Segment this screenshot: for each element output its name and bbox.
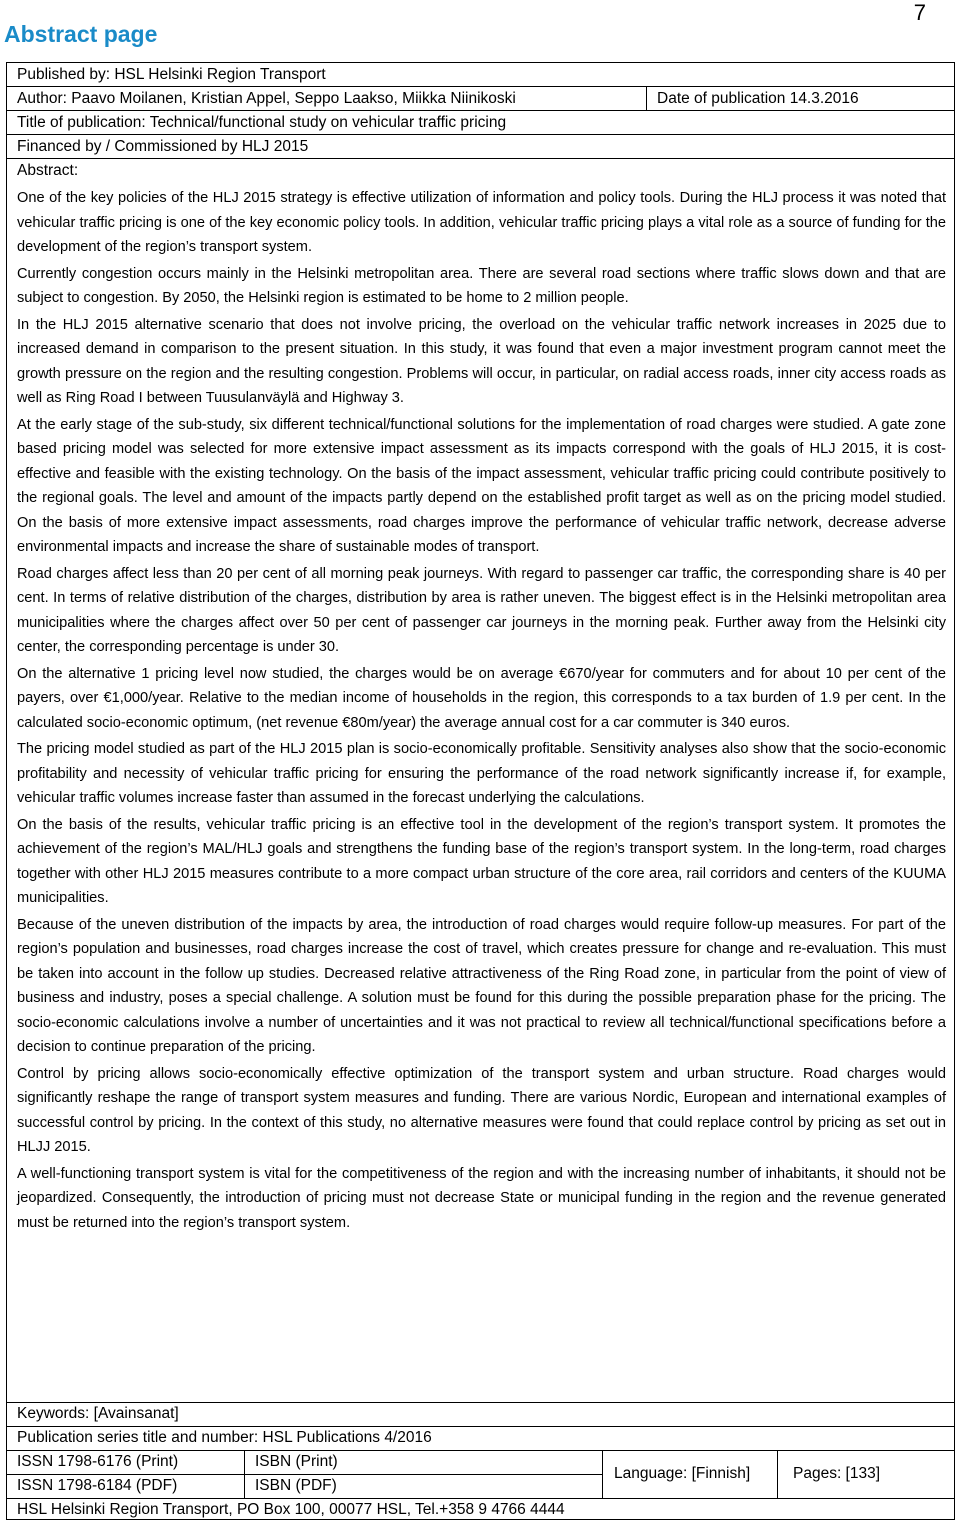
isbn-pdf: ISBN (PDF) <box>255 1477 337 1494</box>
abstract-body <box>17 186 946 1237</box>
abstract-paragraph: Control by pricing allows socio-economically effective optimization of the transport system and urban structure. Road charges would significantly reshape the range of transport system measures and funding. There are various Nordic, European and international examples of successful control by pricing. In the context of this study, no alternative measures were found that could replace control by pricing as set out in HLJJ 2015. <box>17 1065 946 1155</box>
issn-print: ISSN 1798-6176 (Print) <box>17 1453 179 1470</box>
pages: Pages: [133] <box>793 1465 881 1482</box>
divider <box>6 1402 955 1403</box>
isbn-print: ISBN (Print) <box>255 1453 338 1470</box>
divider <box>6 1498 955 1499</box>
divider <box>646 86 647 110</box>
publication-series: Publication series title and number: HSL Publications 4/2016 <box>17 1429 432 1446</box>
page-number: 7 <box>913 0 926 25</box>
divider <box>602 1450 603 1498</box>
published-by: Published by: HSL Helsinki Region Transport <box>17 66 326 83</box>
divider <box>6 158 955 159</box>
contact-line: HSL Helsinki Region Transport, PO Box 100, 00077 HSL, Tel.+358 9 4766 4444 <box>17 1501 565 1518</box>
divider <box>6 1450 955 1451</box>
divider <box>6 134 955 135</box>
abstract-paragraph: Because of the uneven distribution of the impacts by area, the introduction of road charges would require follow-up measures. For part of the region’s population and businesses, road charges increase the cost of travel, which creates pressure for change and re-evaluation. This must be taken into account in the follow up studies. Decreased relative attractiveness of the Ring Road zone, in particular from the point of view of business and industry, poses a special challenge. A solution must be found for this during the possible preparation phase for the pricing. The socio-economic calculations involve a number of uncertainties and it was not practical to review all technical/functional specifications before a decision to continue preparation of the pricing. <box>17 916 946 1055</box>
abstract-paragraph: The pricing model studied as part of the HLJ 2015 plan is socio-economically profitable. Sensitivity analyses also show that the socio-economic profitability and necessity of vehicular traffic pricing for ensuring the performance of the road network significantly increase if, for example, vehicular traffic volumes increase faster than assumed in the forecast underlying the calculations. <box>17 741 946 806</box>
issn-pdf: ISSN 1798-6184 (PDF) <box>17 1477 178 1494</box>
abstract-paragraph: At the early stage of the sub-study, six different technical/functional solutions for the implementation of road charges were studied. A gate zone based pricing model was selected for more extensive impact assessment as its impacts correspond with the goals of HLJ 2015, it is cost-effective and feasible with the existing technology. On the basis of the impact assessment, vehicular traffic pricing could contribute positively to the regional goals. The level and amount of the impacts partly depend on the established profit target as well as on the pricing model studied. On the basis of more extensive impact assessments, road charges improve the performance of vehicular traffic network, decrease adverse environmental impacts and increase the share of sustainable modes of transport. <box>17 416 946 555</box>
keywords: Keywords: [Avainsanat] <box>17 1405 179 1422</box>
divider <box>777 1450 778 1498</box>
abstract-paragraph: On the basis of the results, vehicular traffic pricing is an effective tool in the development of the region’s transport system. It promotes the achievement of the region’s MAL/HLJ goals and strengthens the funding base of the region’s transport system. In the long-term, road charges together with other HLJ 2015 measures contribute to a more compact urban structure of the core area, rail corridors and centers of the KUUMA municipalities. <box>17 816 946 906</box>
abstract-paragraph: In the HLJ 2015 alternative scenario that does not involve pricing, the overload on the vehicular traffic network increases in 2025 due to increased demand in comparison to the present situation. In this study, it was found that even a major investment program cannot meet the growth pressure on the region and the resulting congestion. Problems will occur, in particular, on radial access roads, inner city access roads as well as Ring Road I between Tuusulanväylä and Highway 3. <box>17 316 946 406</box>
publication-title: Title of publication: Technical/functional study on vehicular traffic pricing <box>17 114 507 131</box>
financed-by: Financed by / Commissioned by HLJ 2015 <box>17 138 309 155</box>
abstract-paragraph: One of the key policies of the HLJ 2015 strategy is effective utilization of information and policy tools. During the HLJ process it was noted that vehicular traffic pricing is one of the key economic policy tools. In addition, vehicular traffic pricing plays a vital role as a source of funding for the development of the region’s transport system. <box>17 190 946 255</box>
abstract-paragraph: Currently congestion occurs mainly in the Helsinki metropolitan area. There are several road sections where traffic slows down and that are subject to congestion. By 2050, the Helsinki region is estimated to be home to 2 million people. <box>17 265 946 306</box>
abstract-label: Abstract: <box>17 162 79 179</box>
language: Language: [Finnish] <box>614 1465 751 1482</box>
abstract-paragraph: A well-functioning transport system is vital for the competitiveness of the region and with the increasing number of inhabitants, it should not be jeopardized. Consequently, the introduction of pricing must not decrease State or municipal funding in the region and the revenue generated must be returned into the region’s transport system. <box>17 1165 946 1231</box>
divider <box>6 1426 955 1427</box>
divider <box>6 1474 602 1475</box>
divider <box>6 110 955 111</box>
divider <box>6 86 955 87</box>
page-title: Abstract page <box>4 21 158 47</box>
author-line: Author: Paavo Moilanen, Kristian Appel, Seppo Laakso, Miikka Niinikoski <box>17 90 516 107</box>
abstract-paragraph: Road charges affect less than 20 per cent of all morning peak journeys. With regard to passenger car traffic, the corresponding share is 40 per cent. In terms of relative distribution of the charges, distribution by area is rather uneven. The biggest effect is in the Helsinki metropolitan area municipalities where the charges affect over 50 per cent of passenger car journeys in the morning peak. Further away from the Helsinki city center, the corresponding percentage is under 30. <box>17 565 946 655</box>
abstract-paragraph: On the alternative 1 pricing level now studied, the charges would be on average €670/year for commuters and for about 10 per cent of the payers, over €1,000/year. Relative to the median income of households in the region, this corresponds to a tax burden of 1.9 per cent. In the calculated socio-economic optimum, (net revenue €80m/year) the average annual cost for a car commuter is 340 euros. <box>17 665 946 731</box>
publication-date: Date of publication 14.3.2016 <box>657 90 859 107</box>
divider <box>244 1450 245 1498</box>
